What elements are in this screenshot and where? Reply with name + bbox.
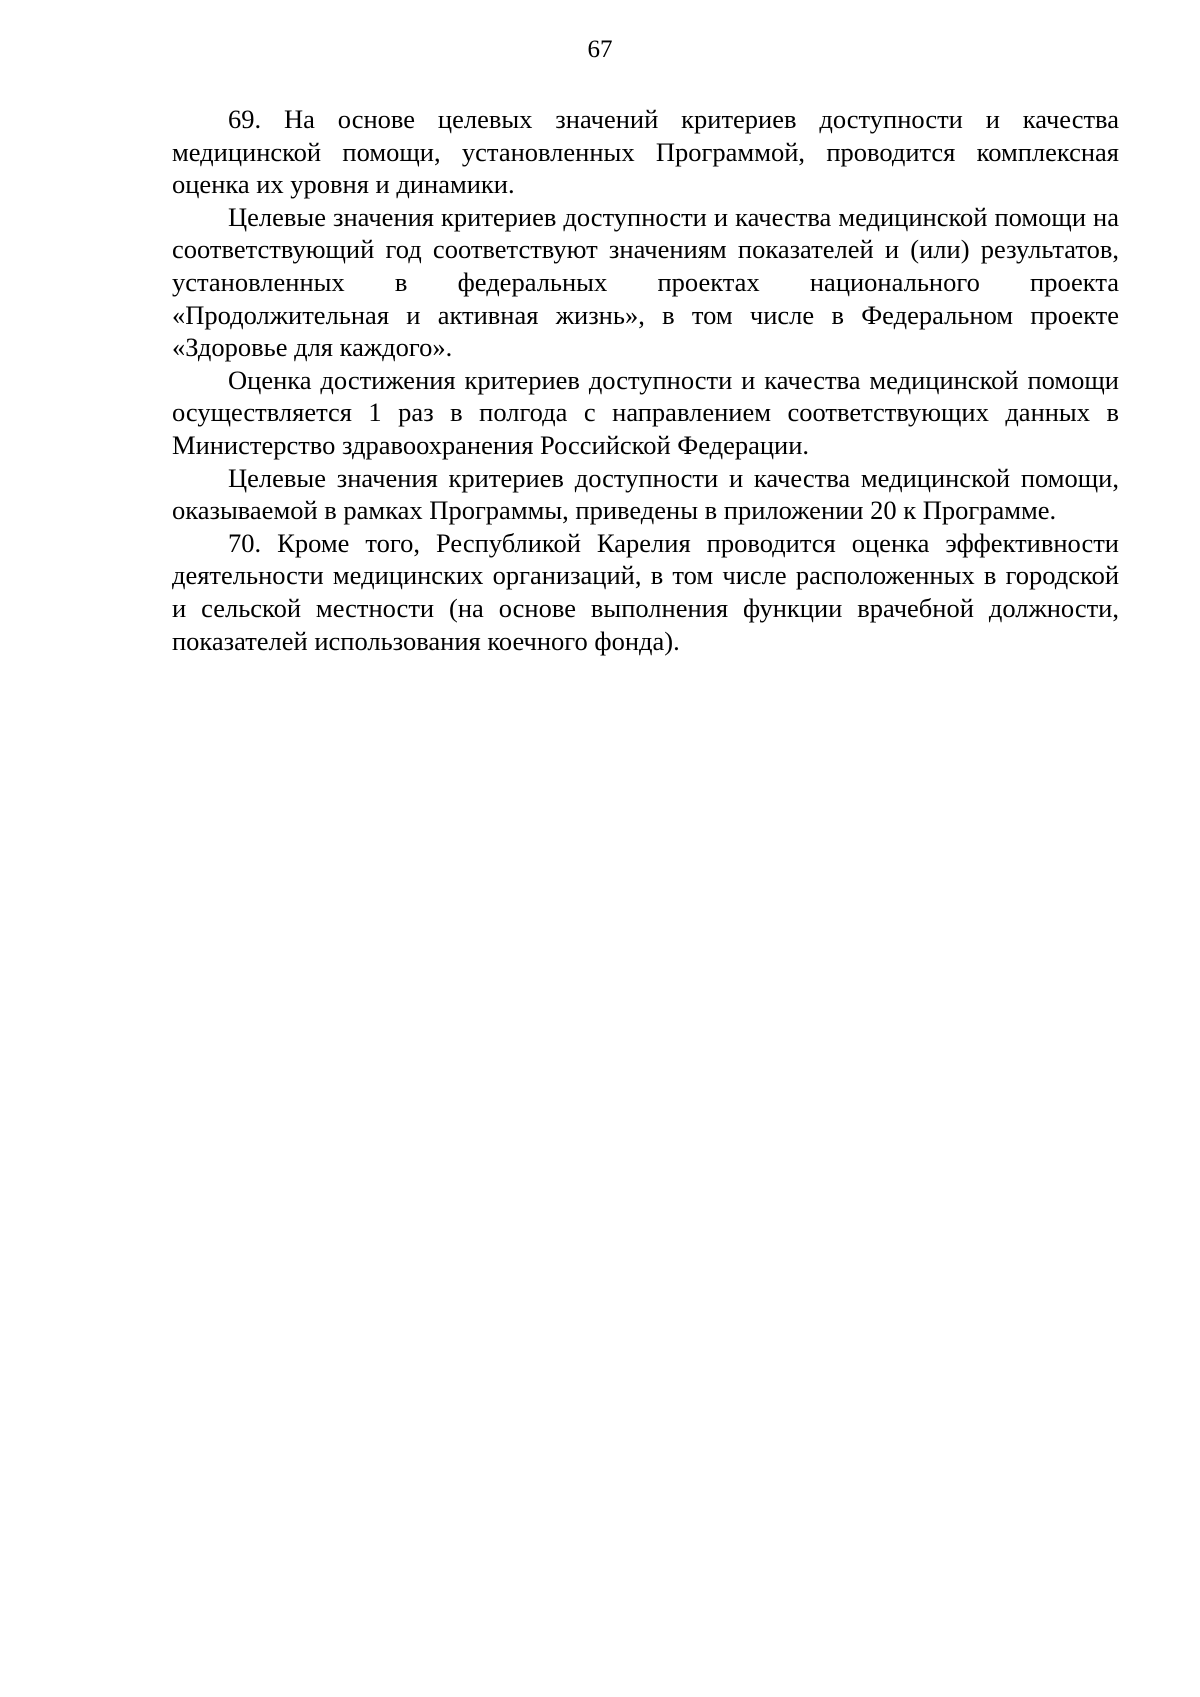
document-body (172, 103, 1119, 657)
paragraph-69: 69. На основе целевых значений критериев доступности и качества медицинской помощи, установленных Программой, проводится комплексная оценка их уровня и динамики. (172, 104, 1119, 200)
paragraph-assessment: Оценка достижения критериев доступности и качества медицинской помощи осуществляется 1 раз в полгода с направлением соответствующих данных в Министерство здравоохранения Российской Федерации. (172, 364, 1119, 460)
page-number: 67 (587, 36, 613, 63)
paragraph-70: 70. Кроме того, Республикой Карелия проводится оценка эффективности деятельности медицинских организаций, в том числе расположенных в городской и сельской местности (на основе выполнения функции врачебной должности, показателей использования коечного фонда). (172, 527, 1119, 656)
paragraph-target-values: Целевые значения критериев доступности и качества медицинской помощи на соответствующий год соответствуют значениям показателей и (или) результатов, установленных в федеральных проектах национального проекта «Продолжительная и активная жизнь», в том числе в Федеральном проекте «Здоровье для каждого». (172, 201, 1119, 363)
paragraph-appendix-reference: Целевые значения критериев доступности и качества медицинской помощи, оказываемой в рамках Программы, приведены в приложении 20 к Программе. (172, 462, 1119, 526)
